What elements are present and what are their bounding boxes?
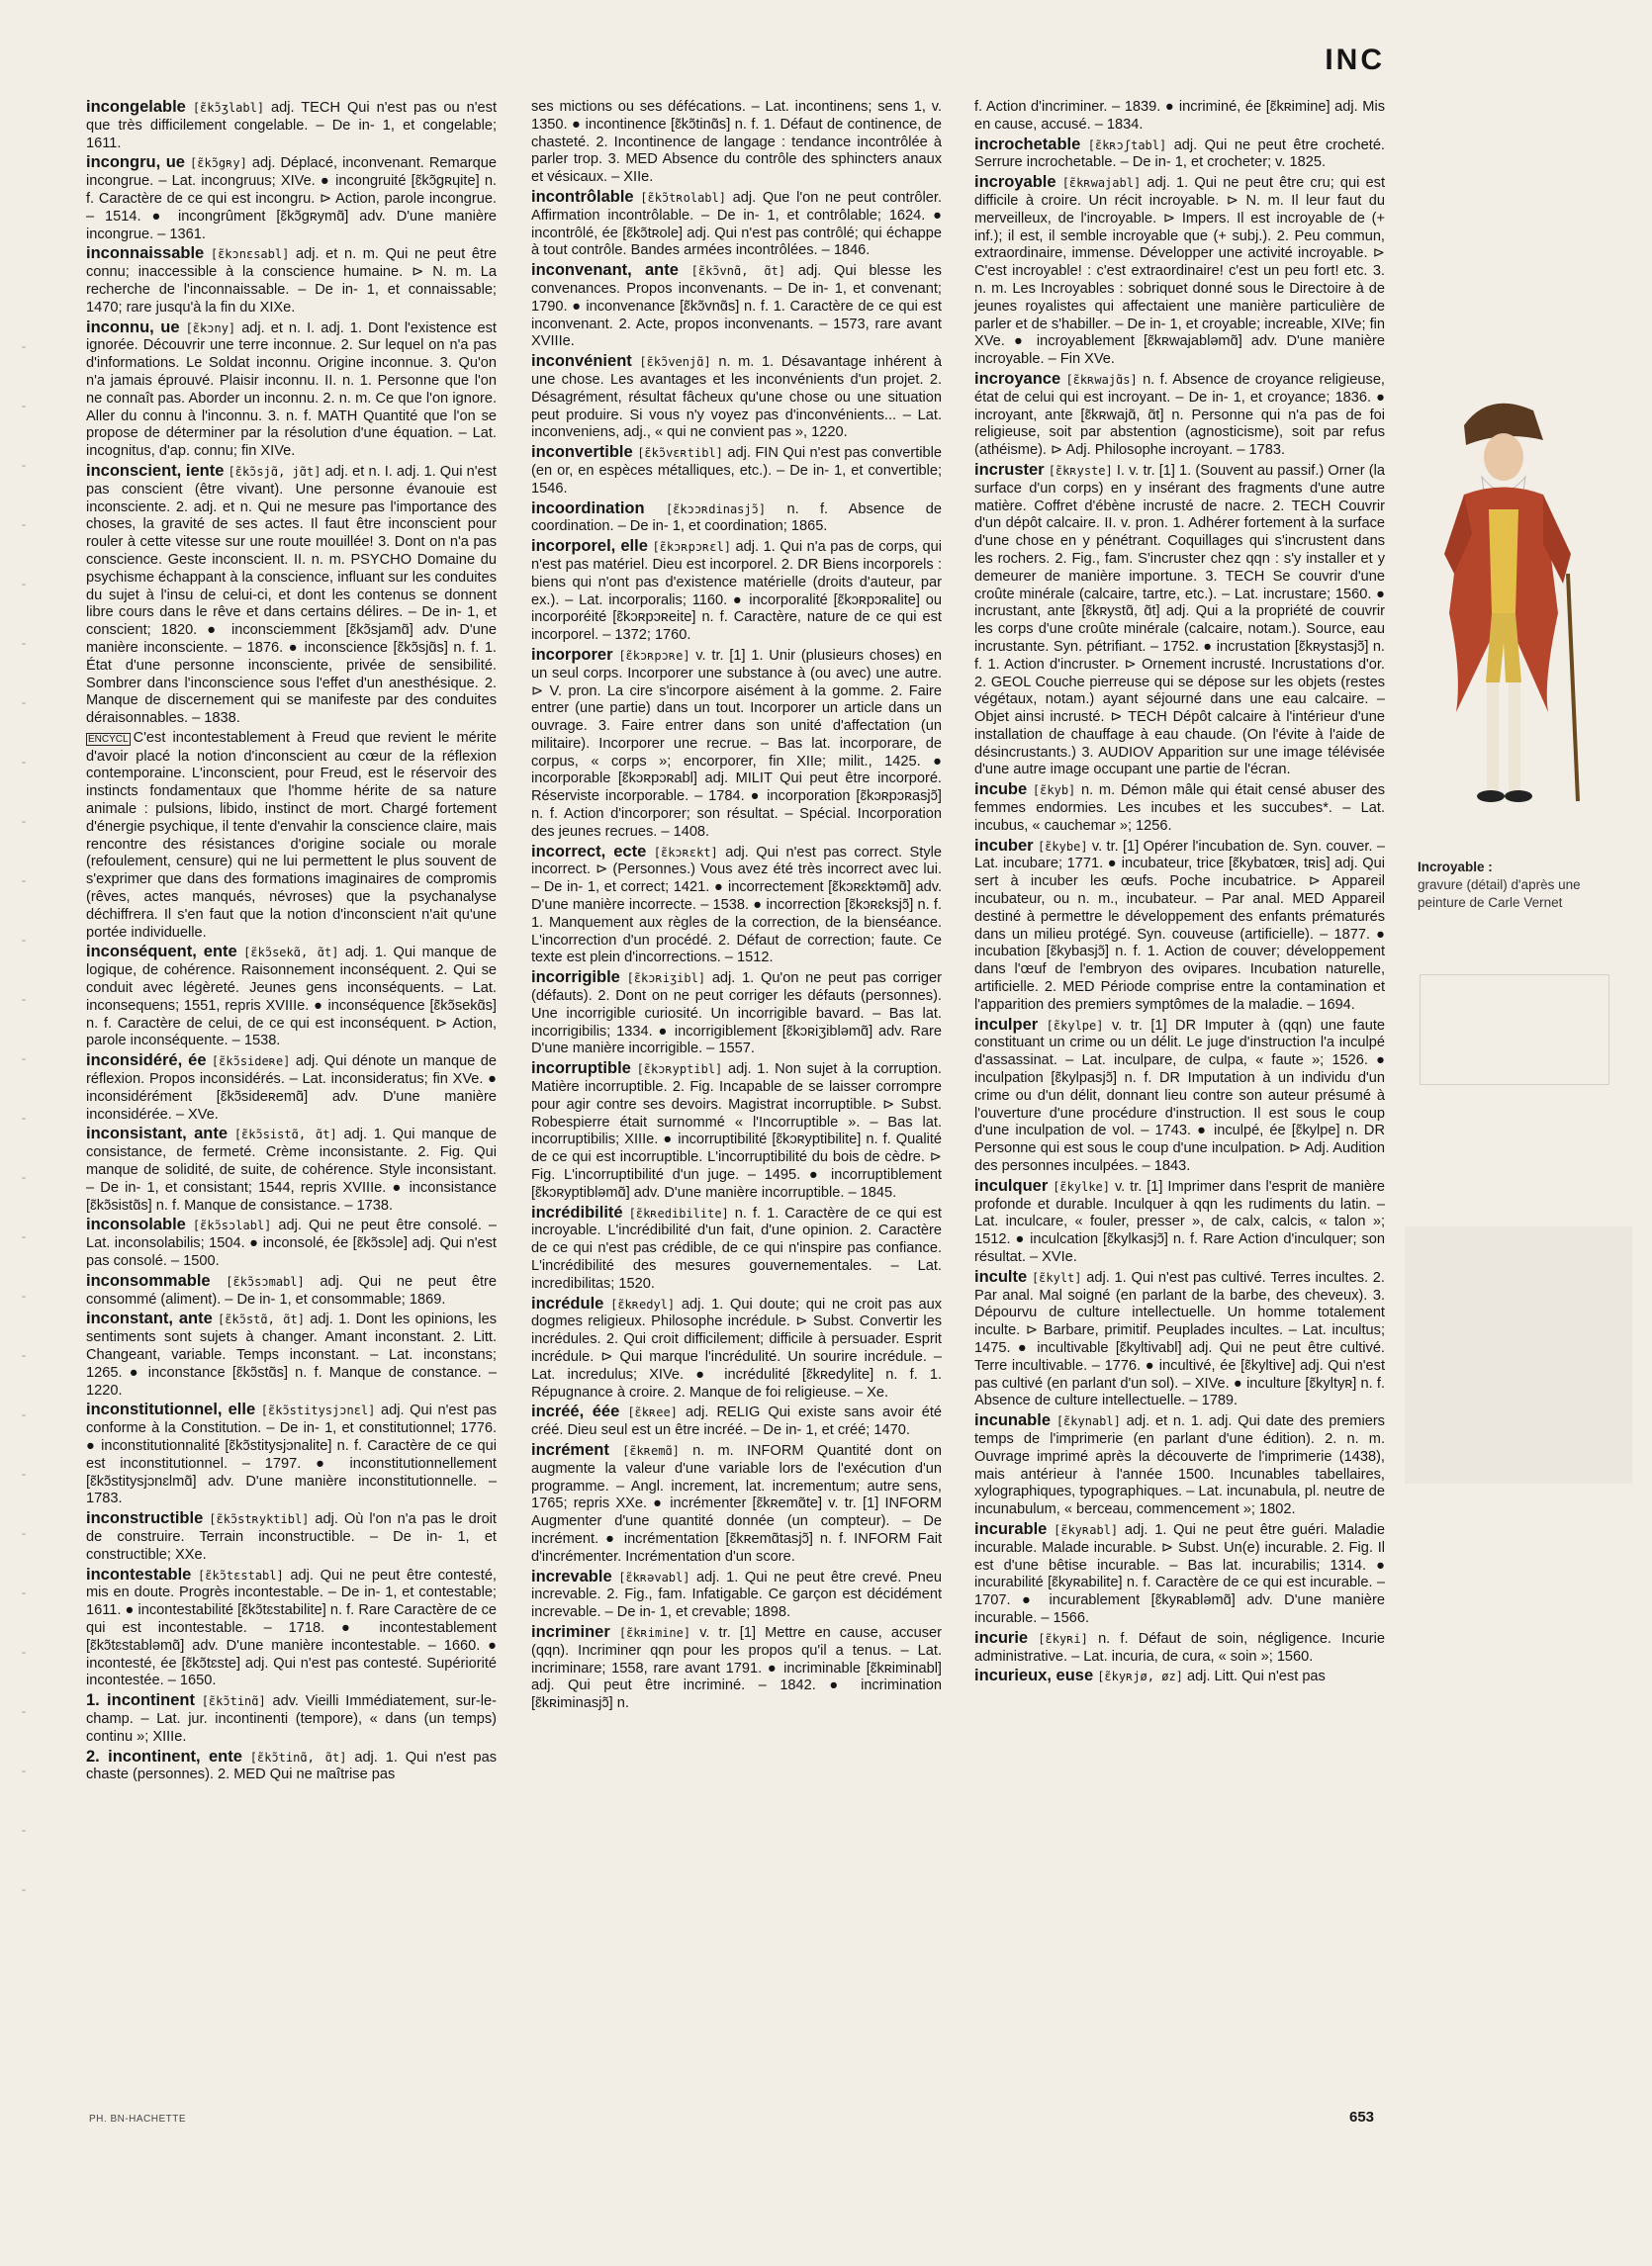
pronunciation: [ɛ̃kʀəvabl] bbox=[618, 1570, 690, 1585]
pronunciation: [ɛ̃kɔ̃gʀy] bbox=[190, 156, 247, 171]
definition: adj. 1. Qui ne peut être guéri. Maladie incurable. Malade incurable. ⊳ Subst. Un(e) incurable. 2. Fig. Il est d'une bêtise incurable. – Bas lat. incurabilis; 1314. ● incurabilité [ɛ̃kyʀabilite] n. f. Caractère de ce qui est incurable. – 1707. ● incurablement [ɛ̃kyʀabləmɑ̃] adv. D'une manière incurable. – 1566. bbox=[974, 1521, 1385, 1626]
headword: incroyable bbox=[974, 173, 1056, 192]
definition: adj. 1. Qui n'a pas de corps, qui n'est pas matériel. Dieu est incorporel. 2. DR Biens incorporels : biens qui n'ont pas d'existence matérielle (droits d'auteur, par ex.). – Lat. incorporalis; 1160. ● incorporalité [ɛ̃kɔʀpɔʀalite] ou incorporéité [ɛ̃kɔʀpɔʀeite] n. f. Caractère, nature de ce qui est incorporel. – 1372; 1760. bbox=[531, 539, 942, 644]
pronunciation: [ɛ̃kybe] bbox=[1037, 839, 1088, 854]
definition: adj. Déplacé, inconvenant. Remarque incongrue. – Lat. incongruus; XIVe. ● incongruité [ɛ̃kɔ̃gʀɥite] n. f. Caractère de ce qui est incongru. ⊳ Action, parole incongrue. – 1514. ● incongrûment [ɛ̃kɔ̃gʀymɑ̃] adv. D'une manière incongrue. – 1361. bbox=[86, 155, 498, 242]
dictionary-entry bbox=[531, 1404, 942, 1440]
pronunciation: [ɛ̃kylpe] bbox=[1046, 1018, 1104, 1033]
headword: incube bbox=[974, 780, 1028, 799]
headword: inconsidéré, ée bbox=[86, 1051, 207, 1070]
pronunciation: [ɛ̃kɔ̃tinɑ̃] bbox=[201, 1694, 266, 1709]
definition: adj. 1. Qui doute; qui ne croit pas aux dogmes religieux. Philosophe incrédule. ⊳ Subst. Convertir les incrédules. 2. Qui croit difficilement; difficile à persuader. Esprit incrédule. ⊳ Qui marque l'incrédulité. Un sourire incrédule. – Lat. incredulus; XIVe. ● incrédulité [ɛ̃kʀedylite] n. f. 1. Répugnance à croire. 2. Manque de foi religieuse. – Xe. bbox=[531, 1296, 942, 1401]
dictionary-entry bbox=[86, 1052, 497, 1124]
pronunciation: [ɛ̃kʀwajabl] bbox=[1061, 176, 1142, 191]
dictionary-entry bbox=[86, 1749, 497, 1785]
dictionary-entry bbox=[531, 1205, 942, 1294]
dictionary-entry bbox=[531, 1624, 942, 1713]
definition: adj. Litt. Qui n'est pas bbox=[1186, 1669, 1326, 1685]
caption-title: Incroyable : bbox=[1418, 860, 1493, 874]
dictionary-entry bbox=[86, 1402, 497, 1508]
definition: adv. Vieilli Immédiatement, sur-le-champ. – Lat. jur. incontinenti (tempore), « dans (un temps) continu »; XIIIe. bbox=[86, 1693, 497, 1745]
definition: adj. Qui n'est pas correct. Style incorrect. ⊳ (Personnes.) Vous avez été très incorrect avec lui. – De in- 1, et correct; 1421. ● incorrectement [ɛ̃kɔʀɛktəmɑ̃] adv. D'une manière incorrecte. – 1538. ● incorrection [ɛ̃kɔʀɛksjɔ̃] n. f. 1. Manquement aux règles de la correction, de la bienséance. L'incorrection d'un procédé. 2. Défaut de correction; faute. Ce texte est plein d'incorrections. – 1512. bbox=[531, 844, 942, 966]
pronunciation: [ɛ̃kɔʀpɔʀɛl] bbox=[652, 540, 731, 555]
headword: inconvertible bbox=[531, 443, 633, 462]
pronunciation: [ɛ̃kɔ̃sɔmabl] bbox=[226, 1274, 305, 1289]
section-heading: INC bbox=[1325, 44, 1385, 76]
dictionary-entry bbox=[531, 444, 942, 498]
headword: incrément bbox=[531, 1440, 609, 1459]
headword: inconsolable bbox=[86, 1216, 186, 1234]
pronunciation: [ɛ̃kʀimine] bbox=[618, 1625, 691, 1640]
headword: 2. incontinent, ente bbox=[86, 1747, 242, 1766]
headword: inculquer bbox=[974, 1176, 1049, 1195]
definition: adj. Qui ne peut être consolé. – Lat. inconsolabilis; 1504. ● inconsolé, ée [ɛ̃kɔ̃sɔle] adj. Qui n'est pas consolé. – 1500. bbox=[86, 1218, 498, 1269]
faded-image-area bbox=[1405, 1226, 1632, 1484]
headword: incorruptible bbox=[531, 1059, 631, 1078]
dictionary-entry bbox=[86, 1567, 497, 1691]
headword: inconscient, iente bbox=[86, 461, 225, 480]
dictionary-entry bbox=[531, 353, 942, 442]
headword: incuber bbox=[974, 836, 1034, 855]
pronunciation: [ɛ̃kʀedyl] bbox=[610, 1297, 676, 1312]
dictionary-entry bbox=[974, 1412, 1385, 1519]
photo-credit: PH. BN-HACHETTE bbox=[89, 2114, 187, 2125]
definition: adj. Qui blesse les convenances. Propos inconvenants. – De in- 1, et convenant; 1790. ● inconvenance [ɛ̃kɔ̃vnɑ̃s] n. f. 1. Caractère de ce qui est inconvenant. 2. Acte, propos inconvenants. – 1573, rare avant XVIIIe. bbox=[531, 263, 942, 350]
pronunciation: [ɛ̃kɔ̃vɛʀtibl] bbox=[637, 446, 723, 461]
dictionary-entry bbox=[974, 136, 1385, 173]
headword: inconsistant, ante bbox=[86, 1125, 229, 1143]
definition: adj. et n. I. adj. 1. Qui n'est pas conscient (être vivant). Une personne évanouie est inconsciente. 2. adj. et n. Qui ne mesure pas l'importance des choses, la gravité de ses actes. Il faut être inconscient pour rouler à cette vitesse sur une route mouillée! 3. Dont on n'a pas conscience. Geste inconscient. II. n. m. PSYCHO Domaine du psychisme échappant à la conscience, influant sur les conduites du sujet à l'insu de celui-ci, et dont les contenus se donnent libre cours dans le rêve et dans certains délires. – De in- 1, et conscient; 1820. ● inconsciemment [ɛ̃kɔ̃sjamɑ̃] adv. D'une manière inconsciente. – 1876. ● inconscience [ɛ̃kɔ̃sjɑ̃s] n. f. 1. État d'une personne inconsciente, privée de sensibilité. Sombrer dans l'inconscience sous l'effet d'un anesthésique. 2. Manque de discernement qui se manifeste par des conduites déraisonnables. – 1838. bbox=[86, 463, 497, 727]
definition: adj. 1. Qui manque de consistance, de fermeté. Crème inconsistante. 2. Fig. Qui manque de solidité, de suite, de cohérence. Style inconsistant. – De in- 1, et consistant; 1544, repris XVIIIe. ● inconsistance [ɛ̃kɔ̃sistɑ̃s] n. f. Manque de consistance. – 1738. bbox=[86, 1127, 497, 1214]
definition: adj. Qui ne peut être consommé (aliment). – De in- 1, et consommable; 1869. bbox=[86, 1273, 497, 1308]
faded-ornament bbox=[1420, 974, 1609, 1085]
pronunciation: [ɛ̃kɔ̃sekɑ̃, ɑ̃t] bbox=[243, 946, 339, 960]
definition: adj. 1. Dont les opinions, les sentiments sont sujets à changer. Amant inconstant. 2. Litt. Changeant, variable. Temps inconstant. – Lat. inconstans; 1265. ● inconstance [ɛ̃kɔ̃stɑ̃s] n. f. Manque de constance. – 1220. bbox=[86, 1312, 497, 1399]
headword: inconséquent, ente bbox=[86, 943, 237, 961]
headword: incoordination bbox=[531, 499, 645, 517]
dictionary-entry bbox=[531, 262, 942, 351]
definition: v. tr. [1] Imprimer dans l'esprit de manière profonde et durable. Inculquer à qqn les rudiments du latin. – Lat. inculcare, « fouler, presser », de calx, calcis, « talon »; 1512. ● inculcation [ɛ̃kylkasjɔ̃] n. f. Rare Action d'inculquer; son résultat. – XVIe. bbox=[974, 1178, 1385, 1265]
definition: adj. 1. Qui ne peut être crevé. Pneu increvable. 2. Fig., fam. Infatigable. Ce garçon est décidément increvable. – De in- 1, et crevable; 1898. bbox=[531, 1569, 943, 1621]
dictionary-entry bbox=[86, 1311, 497, 1400]
headword: 1. incontinent bbox=[86, 1691, 195, 1710]
definition: adj. 1. Qu'on ne peut pas corriger (défauts). 2. Dont on ne peut corriger les défauts (personnes). Une incorrigible curiosité. Un incorrigible bavard. – Bas lat. incorrigibilis; 1334. ● incorrigiblement [ɛ̃kɔʀiʒibləmɑ̃] adv. Rare D'une manière incorrigible. – 1557. bbox=[531, 970, 942, 1057]
pronunciation: [ɛ̃kyʀi] bbox=[1038, 1631, 1088, 1646]
definition: adj. Qui dénote un manque de réflexion. Propos inconsidérés. – Lat. inconsideratus; fin XVe. ● inconsidérément [ɛ̃kɔ̃sideʀemɑ̃] adv. D'une manière inconsidérée. – XVe. bbox=[86, 1053, 497, 1123]
dictionary-entry bbox=[974, 1269, 1385, 1410]
pronunciation: [ɛ̃kɔʀpɔʀe] bbox=[618, 648, 690, 663]
definition: adj. Où l'on n'a pas le droit de construire. Terrain inconstructible. – De in- 1, et constructible; XXe. bbox=[86, 1511, 497, 1563]
pronunciation: [ɛ̃kɔ̃tɛstabl] bbox=[198, 1568, 284, 1583]
definition: adj. et n. I. adj. 1. Dont l'existence est ignorée. Découvrir une terre inconnue. 2. Sur lequel on n'a pas d'informations. Le Soldat inconnu. Origine inconnue. 3. Qu'on n'a jamais éprouvé. Plaisir inconnu. II. n. 1. Personne que l'on ne connaît pas. Aborder un inconnu. 2. n. m. Ce que l'on ignore. Aller du connu à l'inconnu. 3. n. f. MATH Quantité que l'on se propose de déterminer par la résolution d'une équation. – Lat. incognitus, d'ap. connu; fin XIVe. bbox=[86, 319, 497, 460]
pronunciation: [ɛ̃kɔ̃stɑ̃, ɑ̃t] bbox=[218, 1313, 305, 1327]
dictionary-entry bbox=[86, 944, 497, 1050]
illustration-caption bbox=[1418, 859, 1615, 912]
pronunciation: [ɛ̃kɔ̃ʒlabl] bbox=[192, 101, 265, 115]
pronunciation: [ɛ̃kɔny] bbox=[185, 320, 236, 335]
headword: incorrigible bbox=[531, 968, 620, 987]
pronunciation: [ɛ̃kɔɔʀdinasjɔ̃] bbox=[665, 501, 767, 516]
headword: inculper bbox=[974, 1015, 1039, 1034]
definition: adj. 1. Non sujet à la corruption. Matière incorruptible. 2. Fig. Incapable de se laisser corrompre pour agir contre ses devoirs. Magistrat incorruptible. ⊳ Subst. Robespierre était surnommé « l'Incorruptible ». – Bas lat. incorruptibilis; XIIIe. ● incorruptibilité [ɛ̃kɔʀyptibilite] n. f. Qualité de ce qui est incorruptible. L'incorruptibilité du bois de cèdre. ⊳ Fig. L'incorruptibilité d'un juge. – 1495. ● incorruptiblement [ɛ̃kɔʀyptibləmɑ̃] adv. D'une manière incorruptible. – 1845. bbox=[531, 1061, 942, 1201]
headword: incontrôlable bbox=[531, 187, 634, 206]
pronunciation: [ɛ̃kɔʀyptibl] bbox=[636, 1062, 723, 1077]
dictionary-entry bbox=[531, 1569, 942, 1622]
definition: v. tr. [1] DR Imputer à (qqn) une faute constituant un crime ou un délit. Le juge d'instruction l'a inculpé d'assassinat. – Lat. inculpare, de culpa, « faute »; 1526. ● inculpation [ɛ̃kylpasjɔ̃] n. f. DR Imputation à un individu d'un crime ou d'un délit, donnant lieu contre son auteur présumé à l'ouverture d'une procédure d'instruction. Il est sous le coup d'une inculpation de vol. – 1743. ● inculpé, ée [ɛ̃kylpe] n. DR Personne qui est sous le coup d'une inculpation. ⊳ Adj. Audition des personnes inculpées. – 1843. bbox=[974, 1017, 1385, 1175]
definition: n. f. Absence de croyance religieuse, état de celui qui est incroyant. – De in- 1, et croyance; 1836. ● incroyant, ante [ɛ̃kʀwajɑ̃, ɑ̃t] n. Personne qui n'a pas de foi religieuse, soit par abstention (agnosticisme), soit par refus (athéisme). ⊳ Adj. Philosophe incroyant. – 1783. bbox=[974, 371, 1385, 459]
headword: incrédibilité bbox=[531, 1203, 623, 1222]
dictionary-entry bbox=[531, 99, 942, 187]
definition: adj. 1. Qui n'est pas chaste (personnes). 2. MED Qui ne maîtrise pas bbox=[86, 1749, 497, 1783]
pronunciation: [ɛ̃kʀee] bbox=[627, 1405, 678, 1420]
definition: adj. Que l'on ne peut contrôler. Affirmation incontrôlable. – De in- 1, et contrôlable; 1624. ● incontrôlé, ée [ɛ̃kɔ̃tʀole] adj. Qui n'est pas contrôlé; qui échappe à tout contrôle. Bandes armées incontrôlées. – 1846. bbox=[531, 189, 942, 259]
dictionary-entry bbox=[531, 500, 942, 537]
dictionary-entry bbox=[974, 1178, 1385, 1267]
definition: n. m. INFORM Quantité dont on augmente la valeur d'une variable lors de l'exécution d'un programme. – Angl. increment, lat. incrementum; autre sens, 1765; repris XXe. ● incrémenter [ɛ̃kʀemɑ̃te] v. tr. [1] INFORM Augmenter d'une quantité donnée (un compteur). – De incrément. ● incrémentation [ɛ̃kʀemɑ̃tasjɔ̃] n. f. INFORM Fait d'incrémenter. Incrémentation d'un score. bbox=[531, 1442, 942, 1565]
definition: adj. Qui ne peut être contesté, mis en doute. Progrès incontestable. – De in- 1, et contestable; 1611. ● incontestabilité [ɛ̃kɔ̃tɛstabilite] n. f. Rare Caractère de ce qui est incontestable. – 1718. ● incontestablement [ɛ̃kɔ̃tɛstabləmɑ̃] adv. D'une manière incontestable. – 1660. ● incontesté, ée [ɛ̃kɔ̃tɛste] adj. Qui n'est pas contesté. Supériorité incontestée. – 1650. bbox=[86, 1567, 497, 1689]
column-3 bbox=[974, 99, 1385, 1688]
caption-text: gravure (détail) d'après une peinture de Carle Vernet bbox=[1418, 877, 1581, 910]
dictionary-entry bbox=[974, 462, 1385, 779]
pronunciation: [ɛ̃kyʀabl] bbox=[1054, 1522, 1119, 1537]
dictionary-entry bbox=[531, 969, 942, 1058]
headword: inconstant, ante bbox=[86, 1310, 213, 1328]
pronunciation: [ɛ̃kɔ̃sistɑ̃, ɑ̃t] bbox=[233, 1128, 337, 1142]
definition: adj. 1. Qui ne peut être cru; qui est difficile à croire. Un récit incroyable. ⊳ N. m. Il leur faut du merveilleux, de l'incroyable. ⊳ Impers. Il est incroyable de (+ inf.); il est, il semble incroyable que (+ subj.). 2. Peu commun, extraordinaire, immense. Développer une activité incroyable. ⊳ C'est incroyable! : c'est extraordinaire! c'est un peu fort! etc. 3. n. m. Les Incroyables : sobriquet donné sous le Directoire à de jeunes royalistes qui affectaient une manière particulière de parler et de s'habiller. – De in- 1, et croyable; increable, XIVe; fin XVe. ● incroyablement [ɛ̃kʀwajabləmɑ̃] adv. D'une manière incroyable. – Fin XVe. bbox=[974, 175, 1385, 368]
definition: adj. et n. 1. adj. Qui date des premiers temps de l'imprimerie (en parlant d'une édition). 2. n. m. Ouvrage imprimé après la découverte de l'imprimerie (1438), mais antérieur à l'année 1500. Incunables tabellaires, xylographiques, typographiques. – Lat. incunabula, pl. neutre de incunabulum, « berceau, commencement »; 1802. bbox=[974, 1413, 1385, 1518]
definition: ses mictions ou ses défécations. – Lat. incontinens; sens 1, v. 1350. ● incontinence [ɛ̃kɔ̃tinɑ̃s] n. f. 1. Défaut de continence, de chasteté. 2. Incontinence de langage : tendance incontrôlée à parler trop. 3. MED Absence du contrôle des sphincters anaux et vésicaux. – XIIe. bbox=[531, 99, 942, 186]
pronunciation: [ɛ̃kɔ̃sjɑ̃, jɑ̃t] bbox=[228, 464, 321, 479]
encyclopedia-tag: ENCYCL bbox=[88, 733, 129, 745]
headword: increvable bbox=[531, 1567, 612, 1586]
headword: inconsommable bbox=[86, 1271, 211, 1290]
dictionary-entry bbox=[531, 538, 942, 645]
dandy-figure-illustration bbox=[1395, 386, 1593, 861]
dictionary-entry bbox=[86, 730, 497, 943]
dictionary-entry bbox=[974, 781, 1385, 835]
binding-holes bbox=[22, 346, 26, 1929]
headword: incunable bbox=[974, 1411, 1052, 1430]
dictionary-entry bbox=[86, 1126, 497, 1215]
headword: incrédule bbox=[531, 1294, 604, 1313]
pronunciation: [ɛ̃kʀyste] bbox=[1048, 463, 1113, 478]
dictionary-entry bbox=[531, 844, 942, 968]
dictionary-entry bbox=[86, 1692, 497, 1746]
dictionary-entry bbox=[974, 1521, 1385, 1628]
dictionary-entry bbox=[974, 1017, 1385, 1176]
pronunciation: [ɛ̃kylke] bbox=[1053, 1179, 1110, 1194]
headword: incongelable bbox=[86, 98, 186, 116]
definition: C'est incontestablement à Freud que revient le mérite d'avoir placé la notion d'inconscient au cœur de la réflexion contemporaine. L'inconscient, pour Freud, est le réservoir des instincts fondamentaux que l'homme hérite de sa nature animale : pulsions, libido, instinct de mort. Chargé fortement d'énergie psychique, il tente d'envahir la conscience claire, mais rencontre des résistances d'origine sociale ou morale (refoulement, censure) qui ne lui permettent le plus souvent de s'exprimer que dans des formations imaginaires de compromis (rêves, actes manqués, névroses) que la psychanalyse déchiffrera. Il s'en faut que la notion d'inconscient n'ait qu'une portée individuelle. bbox=[86, 729, 497, 941]
definition: f. Action d'incriminer. – 1839. ● incriminé, ée [ɛ̃kʀimine] adj. Mis en cause, accusé. – 1834. bbox=[974, 99, 1385, 133]
definition: n. f. 1. Caractère de ce qui est incroyable. L'incrédibilité d'un fait, d'une opinion. 2. Caractère de ce qui n'est pas crédible, de ce qui n'inspire pas confiance. L'incrédibilité des mesures gouvernementales. – Lat. incredibilitas; 1520. bbox=[531, 1205, 942, 1292]
headword: incurieux, euse bbox=[974, 1667, 1094, 1685]
headword: incurie bbox=[974, 1628, 1029, 1647]
headword: incrochetable bbox=[974, 135, 1081, 153]
dictionary-entry bbox=[974, 1668, 1385, 1686]
pronunciation: [ɛ̃kɔ̃sɔlabl] bbox=[192, 1219, 272, 1233]
headword: incriminer bbox=[531, 1622, 610, 1641]
pronunciation: [ɛ̃kɔʀɛkt] bbox=[653, 845, 718, 860]
pronunciation: [ɛ̃kʀwajɑ̃s] bbox=[1065, 372, 1138, 387]
dictionary-entry bbox=[974, 174, 1385, 369]
headword: incongru, ue bbox=[86, 153, 185, 172]
headword: incontestable bbox=[86, 1565, 192, 1584]
headword: inconstructible bbox=[86, 1509, 204, 1528]
pronunciation: [ɛ̃kyʀjø, øz] bbox=[1097, 1670, 1183, 1684]
pronunciation: [ɛ̃kynabl] bbox=[1055, 1414, 1121, 1429]
dictionary-entry bbox=[974, 99, 1385, 135]
pronunciation: [ɛ̃kʀɔʃtabl] bbox=[1087, 137, 1167, 152]
pronunciation: [ɛ̃kylt] bbox=[1031, 1270, 1082, 1285]
definition: v. tr. [1] Opérer l'incubation de. Syn. couver. – Lat. incubare; 1771. ● incubateur, trice [ɛ̃kybatœʀ, tʀis] adj. Qui sert à incuber les œufs. Poche incubatrice. ⊳ Appareil incubateur, ou n. m., incubateur. – Par anal. MED Appareil destiné à permettre le développement des enfants prématurés dans un milieu protégé. Syn. couveuse (artificielle). – 1877. ● incubation [ɛ̃kybasjɔ̃] n. f. 1. Action de couver; développement dans l'œuf de l'embryon des ovipares. Incubation naturelle, artificielle. 2. MED Période comprise entre la contamination et l'apparition des premiers symptômes de la maladie. – 1694. bbox=[974, 838, 1386, 1013]
pronunciation: [ɛ̃kyb] bbox=[1032, 783, 1076, 798]
pronunciation: [ɛ̃kɔnɛsabl] bbox=[210, 247, 290, 262]
definition: v. tr. [1] 1. Unir (plusieurs choses) en un seul corps. Incorporer une substance à (ou avec) une autre. ⊳ V. pron. La cire s'incorpore aisément à la gomme. 2. Faire entrer (une partie) dans un tout. Incorporer un article dans un ouvrage. 3. Faire entrer dans son unité d'affectation (un militaire). Incorporer une recrue. – Bas lat. incorporare, de corpus, « corps »; encorporer, fin XIIe; milit., 1425. ● incorporable [ɛ̃kɔʀpɔʀabl] adj. MILIT Qui peut être incorporé. Réserviste incorporable. – 1784. ● incorporation [ɛ̃kɔʀpɔʀasjɔ̃] n. f. Action d'incorporer; son résultat. – Spécial. Incorporation des jeunes recrues. – 1408. bbox=[531, 647, 942, 840]
definition: v. tr. [1] Mettre en cause, accuser (qqn). Incriminer qqn pour les propos qu'il a tenus. – Lat. incriminare; 1558, rare avant 1791. ● incriminable [ɛ̃kʀiminabl] adj. Qui peut être incriminé. – 1842. ● incrimination [ɛ̃kʀiminasjɔ̃] n. bbox=[531, 1624, 942, 1712]
definition: n. f. Absence de coordination. – De in- 1, et coordination; 1865. bbox=[531, 500, 942, 535]
dictionary-entry bbox=[86, 154, 497, 243]
pronunciation: [ɛ̃kɔ̃venjɑ̃] bbox=[639, 355, 711, 370]
headword: inconvenant, ante bbox=[531, 261, 679, 280]
definition: adj. TECH Qui n'est pas ou n'est que très difficilement congelable. – De in- 1, et congelable; 1611. bbox=[86, 100, 497, 151]
dictionary-entry bbox=[974, 1630, 1385, 1667]
dictionary-entry bbox=[86, 1510, 497, 1564]
dictionary-entry bbox=[86, 319, 497, 461]
pronunciation: [ɛ̃kɔ̃stʀyktibl] bbox=[209, 1512, 310, 1527]
dictionary-entry bbox=[531, 647, 942, 842]
headword: inconnaissable bbox=[86, 244, 205, 263]
definition: adj. Qui n'est pas conforme à la Constitution. – De in- 1, et constitutionnel; 1776. ● inconstitutionnalité [ɛ̃kɔ̃stitysjɔnalite] n. f. Caractère de ce qui est inconstitutionnel. – 1797. ● inconstitutionnellement [ɛ̃kɔ̃stitysjɔnɛlmɑ̃] adv. D'une manière inconstitutionnelle. – 1783. bbox=[86, 1403, 497, 1507]
pronunciation: [ɛ̃kɔ̃tinɑ̃, ɑ̃t] bbox=[249, 1750, 347, 1765]
definition: n. f. Défaut de soin, négligence. Incurie administrative. – Lat. incuria, de cura, « soin »; 1560. bbox=[974, 1630, 1385, 1665]
definition: adj. RELIG Qui existe sans avoir été créé. Dieu seul est un être incréé. – De in- 1, et créé; 1470. bbox=[531, 1405, 943, 1439]
page-number: 653 bbox=[1349, 2109, 1375, 2126]
dictionary-entry bbox=[531, 1296, 942, 1403]
dictionary-entry bbox=[86, 1217, 497, 1270]
dictionary-entry bbox=[974, 371, 1385, 460]
definition: adj. 1. Qui manque de logique, de cohérence. Raisonnement inconséquent. 2. Qui se conduit avec légèreté. Jeunes gens inconséquents. – Lat. inconsequens; 1551, repris XVIIIe. ● inconséquence [ɛ̃kɔ̃sekɑ̃s] n. f. Caractère de celui, de ce qui est inconséquent. ⊳ Action, parole inconséquente. – 1538. bbox=[86, 945, 497, 1049]
headword: inconstitutionnel, elle bbox=[86, 1401, 256, 1419]
headword: incorporer bbox=[531, 645, 613, 664]
headword: inculte bbox=[974, 1267, 1028, 1286]
column-2 bbox=[531, 99, 942, 1715]
pronunciation: [ɛ̃kɔʀiʒibl] bbox=[626, 971, 706, 986]
headword: incruster bbox=[974, 460, 1045, 479]
headword: incorrect, ecte bbox=[531, 842, 647, 861]
definition: I. v. tr. [1] 1. (Souvent au passif.) Orner (la surface d'un corps) en y insérant des fragments d'une autre matière. Coffret d'ébène incrusté de nacre. 2. TECH Couvrir d'un dépôt calcaire. II. v. pron. 1. Adhérer fortement à la surface d'une chose en y pénétrant. Coquillages qui s'incrustent dans les rochers. 2. Fig., fam. S'incruster chez qqn : s'y installer et y demeurer de manière importune. 3. TECH Se couvrir d'une croûte minérale (calcaire, tartre, etc.). – Lat. incrustare; 1560. ● incrustant, ante [ɛ̃kʀystɑ̃, ɑ̃t] adj. Qui a la propriété de couvrir les corps d'une croûte minérale (calcaire, notam.). Source, eau incrustante. Syn. pétrifiant. – 1752. ● incrustation [ɛ̃kʀystasjɔ̃] n. f. 1. Action d'incruster. ⊳ Ornement incrusté. Incrustations d'or. 2. GEOL Couche pierreuse qui se dépose sur les objets (restes végétaux, notam.) ayant séjourné dans une eau calcaire. – Objet ainsi incrusté. ⊳ TECH Dépôt calcaire à l'intérieur d'une installation de chauffage à eau chaude. (On l'évite à l'aide de désincrustants.) 3. AUDIOV Apparition sur une image télévisée d'une autre image occupant une partie de l'écran. bbox=[974, 462, 1385, 778]
dictionary-entry bbox=[531, 1060, 942, 1202]
definition: adj. 1. Qui n'est pas cultivé. Terres incultes. 2. Par anal. Mal soigné (en parlant de la barbe, des cheveux). 3. Dépourvu de culture intellectuelle. Un homme totalement inculte. ⊳ Barbare, primitif. Peuplades incultes. – Lat. incultus; 1475. ● incultivable [ɛ̃kyltivabl] adj. Qui ne peut être cultivé. Terre incultivable. – 1776. ● incultivé, ée [ɛ̃kyltive] adj. Qui n'est pas cultivé (en parlant d'un sol). – XIVe. ● inculture [ɛ̃kyltyʀ] n. f. Absence de culture intellectuelle. – 1789. bbox=[974, 1269, 1385, 1409]
dictionary-entry bbox=[974, 838, 1385, 1015]
pronunciation: [ɛ̃kʀedibilite] bbox=[628, 1206, 729, 1221]
definition: adj. FIN Qui n'est pas convertible (en or, en espèces métalliques, etc.). – De in- 1, et convertible; 1546. bbox=[531, 445, 942, 497]
pronunciation: [ɛ̃kɔ̃tʀolabl] bbox=[640, 190, 726, 205]
dictionary-entry bbox=[86, 463, 497, 728]
headword: inconnu, ue bbox=[86, 317, 180, 336]
pronunciation: [ɛ̃kɔ̃vnɑ̃, ɑ̃t] bbox=[690, 264, 786, 279]
column-1 bbox=[86, 99, 497, 1786]
dictionary-entry bbox=[531, 1442, 942, 1567]
dictionary-entry bbox=[86, 1273, 497, 1310]
definition: adj. et n. m. Qui ne peut être connu; inaccessible à la conscience humaine. ⊳ N. m. La recherche de l'inconnaissable. – De in- 1, et connaissable; 1470; rare jusqu'à la fin du XIXe. bbox=[86, 246, 497, 316]
headword: incroyance bbox=[974, 369, 1061, 388]
pronunciation: [ɛ̃kɔ̃sideʀe] bbox=[211, 1054, 291, 1069]
pronunciation: [ɛ̃kɔ̃stitysjɔnɛl] bbox=[260, 1404, 376, 1418]
headword: inconvénient bbox=[531, 352, 632, 371]
definition: n. m. 1. Désavantage inhérent à une chose. Les avantages et les inconvénients d'un projet. 2. Désagrément, résultat fâcheux qu'une chose ou une situation peut produire. Si vous n'y voyez pas d'inconvénients... – Lat. inconveniens, adj., « qui ne convient pas », 1220. bbox=[531, 354, 942, 441]
dictionary-entry bbox=[86, 245, 497, 317]
headword: incurable bbox=[974, 1519, 1048, 1538]
pronunciation: [ɛ̃kʀemɑ̃] bbox=[622, 1443, 680, 1458]
dictionary-entry bbox=[86, 99, 497, 152]
definition: adj. Qui ne peut être crocheté. Serrure incrochetable. – De in- 1, et crocheter; v. 1825. bbox=[974, 136, 1385, 171]
definition: n. m. Démon mâle qui était censé abuser des femmes endormies. Les incubes et les succubes*. – Lat. incubus, « cauchemar »; 1256. bbox=[974, 782, 1386, 834]
headword: incréé, éée bbox=[531, 1403, 620, 1421]
headword: incorporel, elle bbox=[531, 537, 648, 556]
dictionary-entry bbox=[531, 189, 942, 260]
